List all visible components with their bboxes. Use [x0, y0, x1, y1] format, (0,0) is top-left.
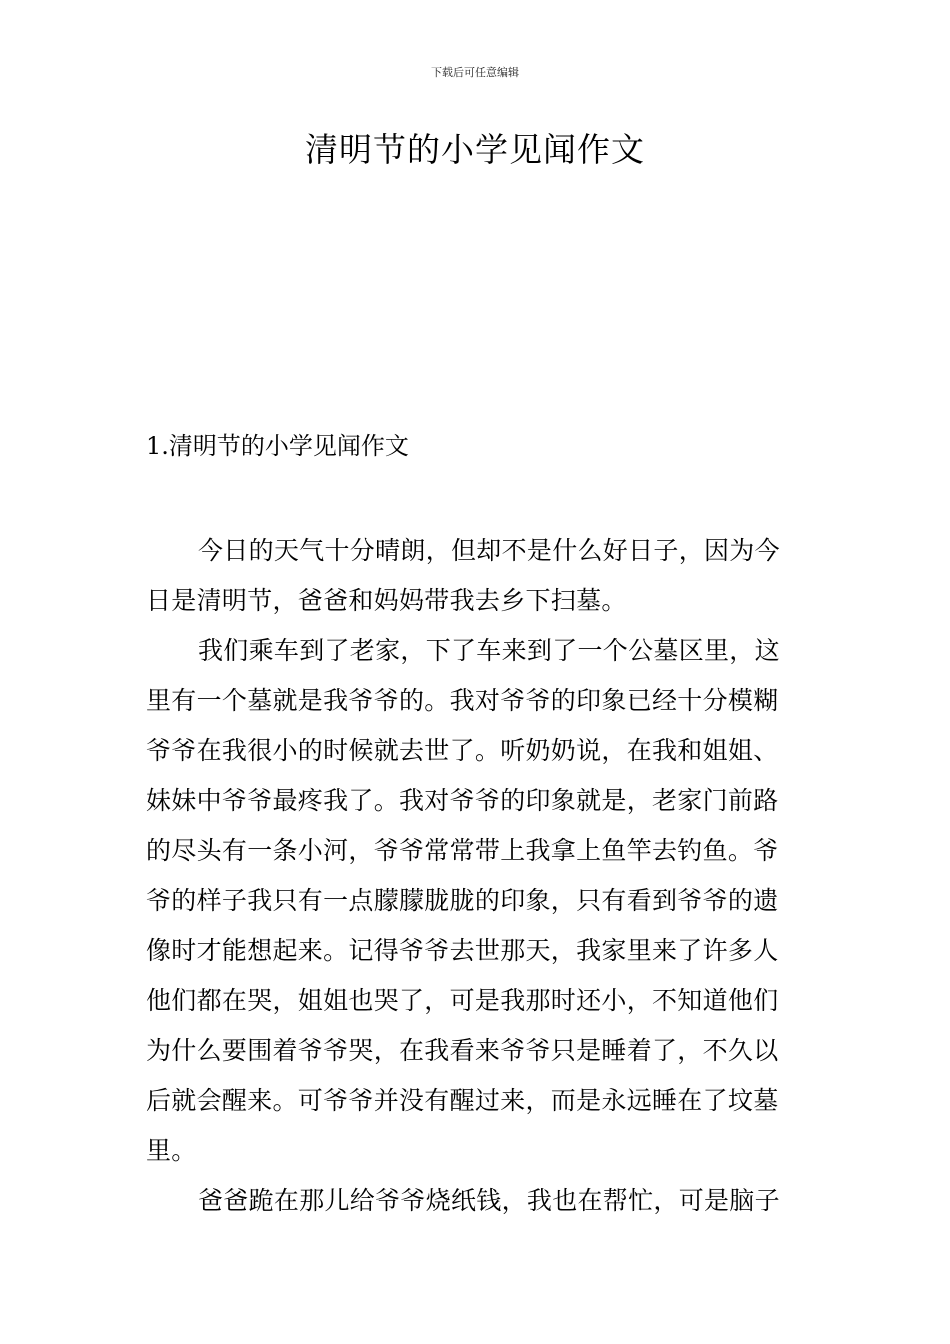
paragraph-2-line-11: 里。 [146, 1136, 197, 1165]
document-title: 清明节的小学见闻作文 [305, 130, 645, 169]
paragraph-3-line-1: 爸爸跪在那儿给爷爷烧纸钱，我也在帮忙，可是脑子 [198, 1186, 780, 1215]
paragraph-2-line-6: 爷的样子我只有一点朦朦胧胧的印象，只有看到爷爷的遗 [146, 886, 779, 915]
paragraph-2-line-7: 像时才能想起来。记得爷爷去世那天，我家里来了许多人 [146, 936, 779, 965]
header-note: 下载后可任意编辑 [431, 66, 519, 79]
section-heading: 1.清明节的小学见闻作文 [146, 432, 409, 460]
paragraph-2-line-10: 后就会醒来。可爷爷并没有醒过来，而是永远睡在了坟墓 [146, 1086, 779, 1115]
paragraph-1-line-2: 日是清明节，爸爸和妈妈带我去乡下扫墓。 [146, 586, 627, 615]
paragraph-2-line-2: 里有一个墓就是我爷爷的。我对爷爷的印象已经十分模糊 [146, 686, 779, 715]
paragraph-2-line-8: 他们都在哭，姐姐也哭了，可是我那时还小，不知道他们 [146, 986, 779, 1015]
paragraph-1-line-1: 今日的天气十分晴朗，但却不是什么好日子，因为今 [198, 536, 780, 565]
paragraph-2-line-1: 我们乘车到了老家，下了车来到了一个公墓区里，这 [198, 636, 780, 665]
essay-body [146, 526, 810, 1226]
paragraph-2-line-5: 的尽头有一条小河，爷爷常常带上我拿上鱼竿去钓鱼。爷 [146, 836, 779, 865]
paragraph-2-line-4: 妹妹中爷爷最疼我了。我对爷爷的印象就是，老家门前路 [146, 786, 779, 815]
paragraph-2-line-3: 爷爷在我很小的时候就去世了。听奶奶说，在我和姐姐、 [146, 736, 779, 765]
paragraph-2-line-9: 为什么要围着爷爷哭，在我看来爷爷只是睡着了，不久以 [146, 1036, 779, 1065]
